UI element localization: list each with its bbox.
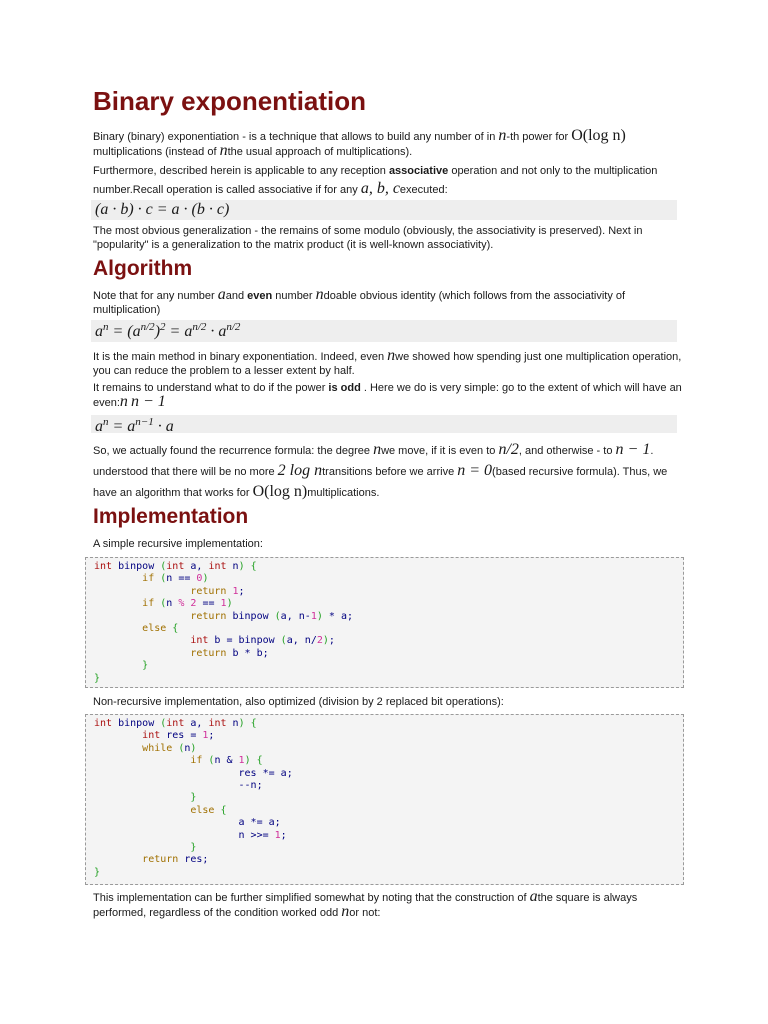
- math-olog: O(log n): [252, 483, 308, 500]
- code-line: }: [94, 672, 101, 684]
- text: . Here we do is very simple: go to the extent of which will have an even:: [93, 382, 682, 409]
- code-block-recursive: [85, 557, 684, 688]
- code-line: a *= a;: [238, 817, 281, 829]
- f: = a: [165, 323, 193, 340]
- implementation-paragraph-2: Non-recursive implementation, also optimized (division by 2 replaced bit operations):: [93, 696, 504, 708]
- f: ): [154, 323, 161, 340]
- text: -th power for: [506, 131, 572, 143]
- f: n−1: [135, 416, 154, 428]
- f: n: [103, 416, 109, 428]
- text: executed:: [399, 184, 448, 196]
- text: So, we actually found the recurrence formula: the degree: [93, 445, 374, 457]
- text: multiplications (instead of: [93, 146, 220, 158]
- f: a: [95, 323, 103, 340]
- text: or not:: [349, 907, 381, 919]
- text: , and otherwise - to: [518, 445, 616, 457]
- text: . understood that there will be no more: [93, 445, 654, 478]
- math-n: n: [119, 393, 128, 410]
- text: the square is always performed, regardless of the condition worked odd: [93, 892, 638, 919]
- math-2logn: 2 log n: [277, 462, 323, 479]
- text: number: [272, 290, 316, 302]
- code-line: }: [142, 660, 149, 672]
- math-n-half: n/2: [498, 441, 519, 458]
- bold-even: even: [247, 290, 273, 302]
- code-line: }: [94, 866, 101, 878]
- f: a: [95, 418, 103, 435]
- algorithm-paragraph-1: [93, 288, 683, 317]
- code-line: int b = binpow (a, n/2);: [190, 635, 335, 647]
- code-line: --n;: [94, 780, 263, 792]
- formula-associativity: [91, 200, 677, 220]
- page-title: Binary exponentiation: [93, 86, 367, 116]
- code-line: }: [190, 842, 197, 854]
- f: 2: [160, 321, 166, 333]
- math-n-minus-1: n − 1: [130, 393, 166, 410]
- bold-associative: associative: [388, 165, 449, 177]
- code-line: if (n & 1) {: [190, 755, 263, 767]
- text: It remains to understand what to do if the power: [93, 382, 329, 394]
- code-line: return b * b;: [190, 647, 269, 659]
- implementation-paragraph-3: [93, 890, 683, 920]
- formula-odd-step: [91, 415, 677, 433]
- f: = a: [108, 418, 136, 435]
- math-a: a: [217, 286, 226, 303]
- code-block-iterative: [85, 714, 684, 885]
- code-line: return binpow (a, n-1) * a;: [190, 610, 353, 622]
- algorithm-paragraph-3: [93, 381, 683, 410]
- code-line: else {: [190, 804, 227, 816]
- math-n: n: [315, 286, 324, 303]
- code-line: res *= a;: [238, 767, 293, 779]
- math-abc: a, b, c: [360, 180, 400, 197]
- math-olog: O(log n): [571, 127, 626, 144]
- text: we showed how spending just one multiplication operation, you can reduce the problem to a lesser extent by half.: [93, 351, 682, 377]
- text: we move, if it is even to: [381, 445, 499, 457]
- f: n: [103, 321, 109, 333]
- f: · a: [153, 418, 174, 435]
- text: operation and not only to the multiplication number.Recall operation is called associative if for any: [93, 165, 658, 196]
- f: n/2: [140, 321, 155, 333]
- code-line: }: [190, 792, 197, 804]
- formula-text: (a · b) · c = a · (b · c): [95, 201, 230, 218]
- code-line: int binpow (int a, int n) {: [94, 561, 257, 572]
- heading-implementation: Implementation: [93, 505, 249, 528]
- f: n/2: [192, 321, 207, 333]
- text: This implementation can be further simplified somewhat by noting that the construction of: [93, 892, 530, 904]
- code-line: int binpow (int a, int n) {: [94, 718, 257, 729]
- math-n-minus-1: n − 1: [615, 441, 651, 458]
- math-n: n: [373, 441, 382, 458]
- text: Binary (binary) exponentiation - is a technique that allows to build any number of in: [93, 131, 499, 143]
- text: It is the main method in binary exponentiation. Indeed, even: [93, 351, 388, 363]
- intro-paragraph-3: The most obvious generalization - the remains of some modulo (obviously, the associativity is preserved). Next in "popularity" is a generalization to the matrix product (it is well-known associativity).: [93, 225, 643, 251]
- code-line: int res = 1;: [142, 730, 215, 742]
- formula-even-identity: [91, 320, 677, 342]
- f: = (a: [108, 323, 141, 340]
- text: and: [225, 290, 248, 302]
- code-line: if (n == 0): [142, 573, 209, 585]
- text: Note that for any number: [93, 290, 218, 302]
- math-n: n: [219, 142, 228, 159]
- bold-is-odd: is odd: [328, 382, 361, 394]
- f: · a: [206, 323, 227, 340]
- implementation-paragraph-1: A simple recursive implementation:: [93, 538, 263, 550]
- code-line: while (n): [142, 742, 197, 754]
- text: transitions before we arrive: [322, 466, 458, 478]
- code-line: return 1;: [190, 585, 245, 597]
- math-a: a: [529, 888, 538, 905]
- math-n: n: [387, 347, 396, 364]
- intro-paragraph-1: [93, 129, 683, 159]
- math-n-zero: n = 0: [457, 462, 493, 479]
- algorithm-paragraph-4: [93, 440, 683, 503]
- text: Furthermore, described herein is applicable to any reception: [93, 165, 389, 177]
- f: n/2: [226, 321, 241, 333]
- text: multiplications.: [307, 487, 380, 499]
- math-n: n: [498, 127, 507, 144]
- code-line: if (n % 2 == 1): [142, 598, 233, 610]
- heading-algorithm: Algorithm: [93, 257, 193, 280]
- text: (based recursive formula). Thus, we have an algorithm that works for: [93, 466, 668, 499]
- code-line: else {: [142, 623, 179, 635]
- intro-paragraph-2: [93, 162, 683, 199]
- algorithm-paragraph-2: [93, 349, 683, 378]
- text: the usual approach of multiplications).: [227, 146, 413, 158]
- code-line: return res;: [142, 854, 209, 866]
- code-line: n >>= 1;: [238, 829, 287, 841]
- text: doable obvious identity (which follows from the associativity of multiplication): [93, 290, 626, 316]
- math-n: n: [341, 903, 350, 920]
